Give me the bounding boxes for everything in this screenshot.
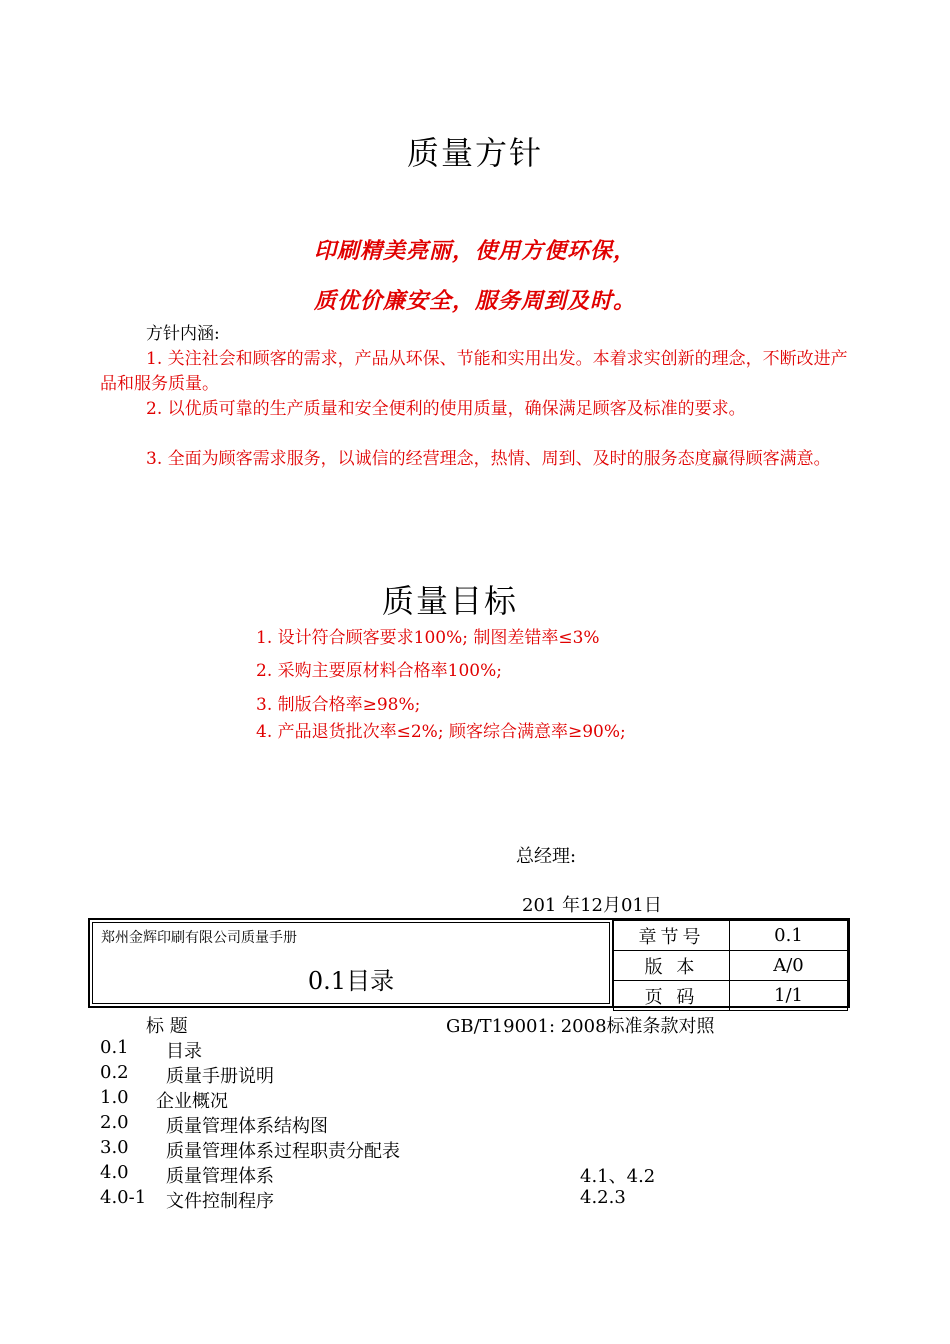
policy-item-2: 2. 以优质可靠的生产质量和安全便利的使用质量，确保满足顾客及标准的要求。 [146,399,746,419]
toc-title: 目录 [166,1041,202,1062]
toc-clause: 4.2.3 [580,1187,626,1208]
toc-number: 2.0 [100,1112,129,1133]
meta-value: A/0 [730,951,848,981]
policy-slogan-line-2: 质优价廉安全，服务周到及时。 [313,288,636,314]
toc-row [100,1087,860,1112]
section-title: 0.1目录 [307,967,395,995]
objective-item-3: 3. 制版合格率≥98%; [256,695,421,715]
toc-number: 3.0 [100,1137,129,1158]
meta-row-page [614,981,848,1011]
meta-label: 章节号 [614,921,730,951]
meta-label: 页 码 [614,981,730,1011]
policy-item-3: 3. 全面为顾客需求服务，以诚信的经营理念，热情、周到、及时的服务态度赢得顾客满意。 [146,449,831,469]
meta-label: 版 本 [614,951,730,981]
toc-row [100,1137,860,1162]
policy-item-1: 1. 关注社会和顾客的需求，产品从环保、节能和实用出发。本着求实创新的理念，不断改进产品和服务质量。 [100,349,848,394]
toc-title: 企业概况 [156,1091,228,1112]
toc-row [100,1187,860,1212]
meta-row-version [614,951,848,981]
company-manual-name: 郑州金辉印刷有限公司质量手册 [101,930,297,946]
toc-number: 4.0 [100,1162,129,1183]
meta-value: 1/1 [730,981,848,1011]
toc-clause: 4.1、4.2 [580,1166,656,1187]
objective-item-2: 2. 采购主要原材料合格率100%; [256,661,502,681]
toc-title: 质量管理体系 [166,1166,274,1187]
meta-row-chapter [614,921,848,951]
toc-number: 0.2 [100,1062,129,1083]
toc-row [100,1112,860,1137]
signature-date: 201 年12月01日 [522,895,662,916]
objectives-title: 质量目标 [381,582,518,620]
objective-item-4: 4. 产品退货批次率≤2%; 顾客综合满意率≥90%; [256,722,626,742]
toc-number: 0.1 [100,1037,129,1058]
manual-page-header [88,918,850,1008]
toc-title: 质量手册说明 [166,1066,274,1087]
header-meta-table [613,920,848,1011]
toc-column-title: 标 题 [146,1016,188,1037]
policy-title: 质量方针 [406,134,543,172]
meta-value: 0.1 [730,921,848,951]
policy-slogan-line-1: 印刷精美亮丽，使用方便环保， [313,238,636,264]
toc-title: 质量管理体系结构图 [166,1116,328,1137]
header-title-frame [92,922,610,1004]
policy-intro-label: 方针内涵: [146,324,220,344]
toc-title: 文件控制程序 [166,1191,274,1212]
objective-item-1: 1. 设计符合顾客要求100%; 制图差错率≤3% [256,628,600,648]
header-title-cell [90,920,613,1006]
toc-row [100,1062,860,1087]
toc-column-clause: GB/T19001: 2008标准条款对照 [446,1016,715,1037]
toc-row [100,1037,860,1062]
toc-row [100,1162,860,1187]
toc-number: 1.0 [100,1087,129,1108]
toc-number: 4.0-1 [100,1187,147,1208]
toc-title: 质量管理体系过程职责分配表 [166,1141,400,1162]
general-manager-signature-label: 总经理: [516,846,577,867]
